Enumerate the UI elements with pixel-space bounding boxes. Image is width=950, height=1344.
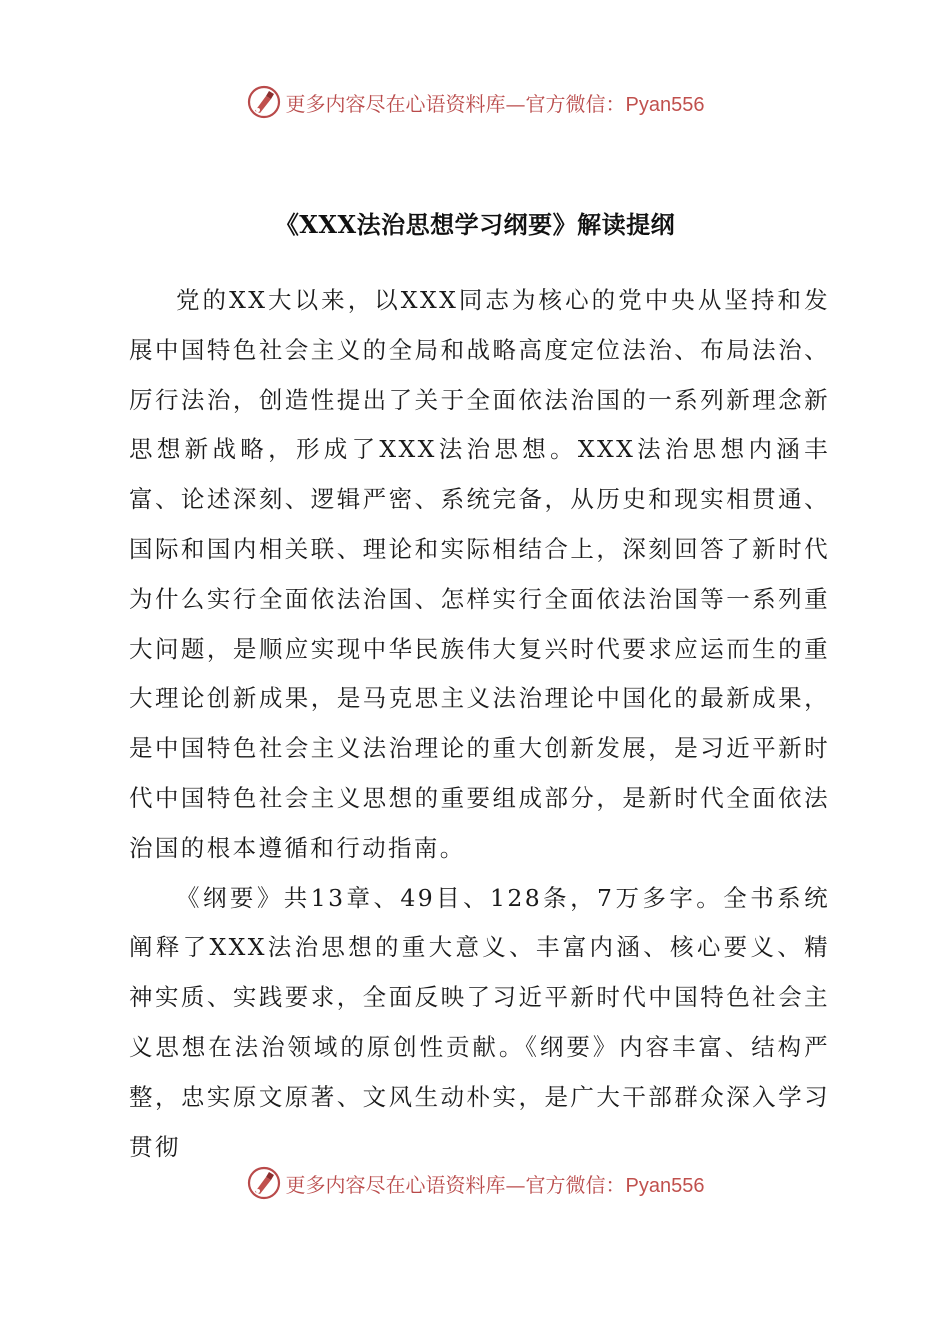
watermark-text: 更多内容尽在心语资料库 (285, 91, 506, 116)
paragraph-1: 党的XX大以来，以XXX同志为核心的党中央从坚持和发展中国特色社会主义的全局和战略高度定位法治、布局法治、厉行法治，创造性提出了关于全面依法治国的一系列新理念新思想新战略，形成了XXX法治思想。XXX法治思想内涵丰富、论述深刻、逻辑严密、系统完备，从历史和现实相贯通、国际和国内相关联、理论和实际相结合上，深刻回答了新时代为什么实行全面依法治国、怎样实行全面依法治国等一系列重大问题，是顺应实现中华民族伟大复兴时代要求应运而生的重大理论创新成果，是马克思主义法治理论中国化的最新成果，是中国特色社会主义法治理论的重大创新发展，是习近平新时代中国特色社会主义思想的重要组成部分，是新时代全面依法治国的根本遵循和行动指南。 (129, 286, 830, 862)
wechat-id: Pyan556 (625, 93, 705, 116)
footer-watermark (0, 1163, 950, 1203)
watermark-separator: — (505, 91, 526, 116)
wechat-label: 官方微信： (525, 1172, 626, 1197)
pen-logo-icon (246, 1165, 282, 1201)
wechat-label: 官方微信： (525, 91, 626, 116)
document-title: 《XXX法治思想学习纲要》解读提纲 (274, 210, 676, 239)
watermark-separator: — (505, 1172, 526, 1197)
document-body (129, 276, 830, 1172)
watermark-text: 更多内容尽在心语资料库 (285, 1172, 506, 1197)
wechat-id: Pyan556 (625, 1174, 705, 1197)
pen-logo-icon (246, 84, 282, 120)
header-watermark (0, 82, 950, 122)
paragraph-2: 《纲要》共13章、49目、128条，7万多字。全书系统阐释了XXX法治思想的重大意义、丰富内涵、核心要义、精神实质、实践要求，全面反映了习近平新时代中国特色社会主义思想在法治领域的原创性贡献。《纲要》内容丰富、结构严整，忠实原文原著、文风生动朴实，是广大干部群众深入学习贯彻 (129, 883, 830, 1161)
